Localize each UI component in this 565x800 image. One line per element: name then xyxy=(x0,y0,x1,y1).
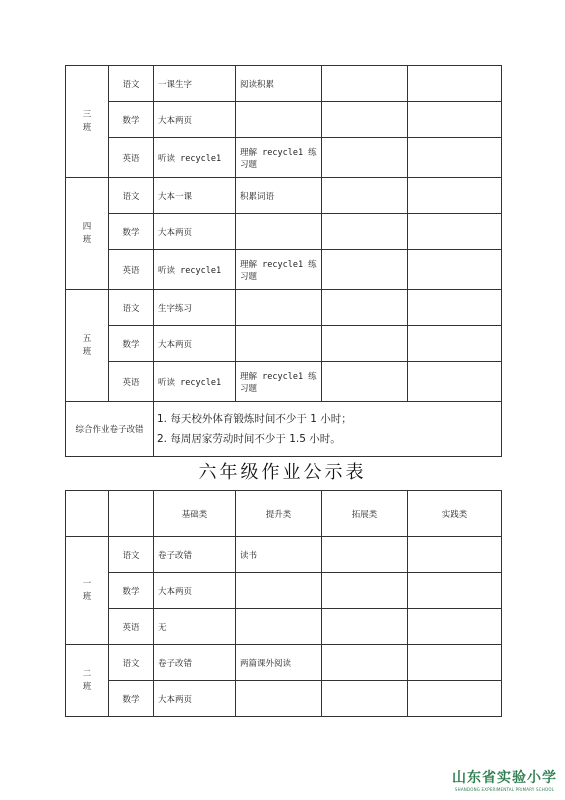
class-cell xyxy=(66,66,109,178)
basic-cell: 卷子改错 xyxy=(154,537,236,573)
extend-cell xyxy=(322,250,408,290)
improve-cell: 理解 recycle1 练习题 xyxy=(236,138,322,178)
class-cell xyxy=(66,178,109,290)
subject-cell: 数学 xyxy=(109,681,154,717)
header-basic: 基础类 xyxy=(154,491,236,537)
improve-cell: 两篇课外阅读 xyxy=(236,645,322,681)
notes-cell xyxy=(154,402,502,457)
extend-cell xyxy=(322,214,408,250)
basic-cell: 听读 recycle1 xyxy=(154,138,236,178)
improve-cell: 积累词语 xyxy=(236,178,322,214)
class-label-char: 班 xyxy=(82,346,92,357)
practice-cell xyxy=(408,290,502,326)
table-row xyxy=(66,290,502,326)
basic-cell: 大本两页 xyxy=(154,326,236,362)
improve-cell xyxy=(236,573,322,609)
table-row xyxy=(66,326,502,362)
basic-cell: 大本两页 xyxy=(154,681,236,717)
basic-cell: 一课生字 xyxy=(154,66,236,102)
practice-cell xyxy=(408,214,502,250)
extend-cell xyxy=(322,609,408,645)
improve-cell xyxy=(236,609,322,645)
improve-cell xyxy=(236,214,322,250)
improve-cell xyxy=(236,681,322,717)
table-row xyxy=(66,250,502,290)
class-cell xyxy=(66,645,109,717)
practice-cell xyxy=(408,645,502,681)
practice-cell xyxy=(408,326,502,362)
class-label-char: 班 xyxy=(82,234,92,245)
class-label-char: 三 xyxy=(82,109,92,120)
subject-cell: 数学 xyxy=(109,326,154,362)
basic-cell: 大本两页 xyxy=(154,214,236,250)
subject-cell: 语文 xyxy=(109,537,154,573)
improve-cell: 理解 recycle1 练习题 xyxy=(236,250,322,290)
table-row xyxy=(66,681,502,717)
basic-cell: 大本两页 xyxy=(154,102,236,138)
class-cell xyxy=(66,537,109,645)
improve-cell xyxy=(236,102,322,138)
subject-cell: 语文 xyxy=(109,66,154,102)
basic-cell: 卷子改错 xyxy=(154,645,236,681)
note-line: 2. 每周居家劳动时间不少于 1.5 小时。 xyxy=(157,433,341,445)
practice-cell xyxy=(408,250,502,290)
extend-cell xyxy=(322,102,408,138)
improve-cell: 阅读积累 xyxy=(236,66,322,102)
extend-cell xyxy=(322,537,408,573)
subject-cell: 数学 xyxy=(109,573,154,609)
header-empty-cell xyxy=(109,491,154,537)
practice-cell xyxy=(408,66,502,102)
basic-cell: 大本一课 xyxy=(154,178,236,214)
practice-cell xyxy=(408,609,502,645)
basic-cell: 听读 recycle1 xyxy=(154,362,236,402)
class-label-char: 班 xyxy=(82,122,92,133)
table-row xyxy=(66,214,502,250)
class-label-char: 一 xyxy=(82,578,92,589)
practice-cell xyxy=(408,138,502,178)
school-logo-name: 山东省实验小学 xyxy=(452,770,557,786)
improve-cell xyxy=(236,290,322,326)
extend-cell xyxy=(322,326,408,362)
school-logo-english: SHANDONG EXPERIMENTAL PRIMARY SCHOOL xyxy=(454,787,555,792)
subject-cell: 语文 xyxy=(109,178,154,214)
table-row xyxy=(66,66,502,102)
table-row xyxy=(66,138,502,178)
basic-cell: 听读 recycle1 xyxy=(154,250,236,290)
practice-cell xyxy=(408,102,502,138)
subject-cell: 数学 xyxy=(109,102,154,138)
basic-cell: 无 xyxy=(154,609,236,645)
notes-label: 综合作业卷子改错 xyxy=(66,402,154,457)
improve-cell: 理解 recycle1 练习题 xyxy=(236,362,322,402)
header-extend: 拓展类 xyxy=(322,491,408,537)
basic-cell: 生字练习 xyxy=(154,290,236,326)
improve-cell: 读书 xyxy=(236,537,322,573)
table-row xyxy=(66,102,502,138)
table-row xyxy=(66,537,502,573)
extend-cell xyxy=(322,362,408,402)
subject-cell: 语文 xyxy=(109,290,154,326)
practice-cell xyxy=(408,681,502,717)
grade6-title: 六年级作业公示表 xyxy=(198,462,367,483)
class-label-char: 班 xyxy=(82,591,92,602)
table-row xyxy=(66,178,502,214)
improve-cell xyxy=(236,326,322,362)
header-practice: 实践类 xyxy=(408,491,502,537)
header-empty-cell xyxy=(66,491,109,537)
homework-table-top xyxy=(65,65,502,457)
extend-cell xyxy=(322,290,408,326)
table-row xyxy=(66,609,502,645)
class-cell xyxy=(66,290,109,402)
basic-cell: 大本两页 xyxy=(154,573,236,609)
header-row xyxy=(66,491,502,537)
homework-table-grade6 xyxy=(65,490,502,717)
table-row xyxy=(66,645,502,681)
practice-cell xyxy=(408,362,502,402)
subject-cell: 英语 xyxy=(109,609,154,645)
extend-cell xyxy=(322,681,408,717)
table-row xyxy=(66,573,502,609)
subject-cell: 英语 xyxy=(109,138,154,178)
subject-cell: 数学 xyxy=(109,214,154,250)
note-line: 1. 每天校外体育锻炼时间不少于 1 小时； xyxy=(157,413,352,425)
subject-cell: 英语 xyxy=(109,250,154,290)
extend-cell xyxy=(322,178,408,214)
extend-cell xyxy=(322,645,408,681)
class-label-char: 二 xyxy=(82,668,92,679)
extend-cell xyxy=(322,138,408,178)
extend-cell xyxy=(322,573,408,609)
practice-cell xyxy=(408,178,502,214)
practice-cell xyxy=(408,537,502,573)
header-improve: 提升类 xyxy=(236,491,322,537)
class-label-char: 班 xyxy=(82,681,92,692)
class-label-char: 四 xyxy=(82,221,92,232)
subject-cell: 英语 xyxy=(109,362,154,402)
table-row xyxy=(66,362,502,402)
subject-cell: 语文 xyxy=(109,645,154,681)
school-logo xyxy=(452,767,557,792)
class-label-char: 五 xyxy=(82,333,92,344)
table-row xyxy=(66,402,502,457)
practice-cell xyxy=(408,573,502,609)
extend-cell xyxy=(322,66,408,102)
